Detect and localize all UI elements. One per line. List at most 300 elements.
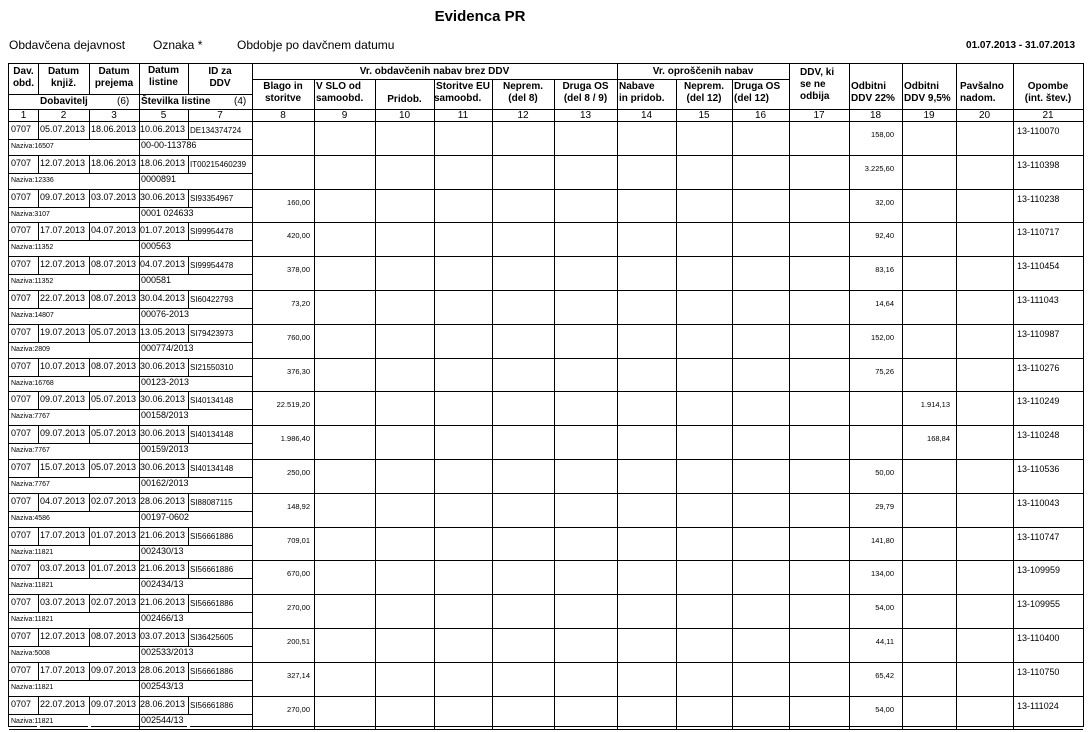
dobavitelj-cell: Naziva:7767 <box>11 481 50 488</box>
cell-merge <box>187 241 190 256</box>
datum-knjiz-cell: 05.07.2013 <box>40 124 86 134</box>
opombe-cell: 13-110747 <box>1017 531 1060 542</box>
column-number: 3 <box>111 109 117 121</box>
header-vslo: V SLO od samoobd. <box>316 81 364 104</box>
column-number: 11 <box>457 109 469 121</box>
datum-knjiz-cell: 17.07.2013 <box>40 529 86 540</box>
header-odbitni-22: Odbitni DDV 22% <box>851 81 895 104</box>
row-subdivider <box>9 274 252 275</box>
datum-prejema-cell: 05.07.2013 <box>91 428 137 439</box>
datum-knjiz-cell: 17.07.2013 <box>40 225 86 236</box>
datum-prejema-cell: 04.07.2013 <box>91 225 137 236</box>
dobavitelj-cell: Naziva:16507 <box>11 143 54 150</box>
header-subdivider <box>9 94 252 95</box>
header-blago: Blago in storitve <box>263 81 303 104</box>
id-ddv-cell: SI56661886 <box>190 565 234 575</box>
cell-merge <box>88 275 91 290</box>
cell-merge <box>88 377 91 392</box>
cell-merge <box>187 275 190 290</box>
datum-prejema-cell: 08.07.2013 <box>91 631 137 641</box>
cell-merge <box>187 579 190 594</box>
column-number: 19 <box>923 109 935 121</box>
opombe-cell: 13-110750 <box>1017 666 1060 677</box>
row-divider <box>9 324 1083 325</box>
datum-listine-cell: 30.06.2013 <box>140 360 186 371</box>
datum-prejema-cell: 03.07.2013 <box>91 191 137 202</box>
dobavitelj-cell: Naziva:11821 <box>11 717 54 725</box>
cell-merge <box>187 546 190 561</box>
cell-merge <box>88 512 91 527</box>
dav-obd-cell: 0707 <box>11 529 32 540</box>
header-neprem-8: Neprem. (del 8) <box>502 81 543 104</box>
column-divider <box>38 64 39 94</box>
dav-obd-cell: 0707 <box>11 293 32 303</box>
odbitni-22-cell: 83,16 <box>875 265 894 275</box>
cell-merge <box>88 647 91 662</box>
id-ddv-cell: SI40134148 <box>190 464 234 473</box>
blago-storitve-cell: 670,00 <box>287 569 310 579</box>
id-ddv-cell: SI99954478 <box>190 261 234 271</box>
dobavitelj-cell: Naziva:5008 <box>11 650 50 657</box>
stevilka-listine-cell: 002544/13 <box>141 714 184 725</box>
id-ddv-cell: SI56661886 <box>190 599 234 609</box>
column-divider <box>375 79 376 729</box>
column-divider <box>956 64 957 729</box>
header-opombe: Opombe (int. štev.) <box>1024 81 1072 104</box>
datum-listine-cell: 10.06.2013 <box>140 124 186 134</box>
number-row-bottom <box>9 121 1083 122</box>
row-subdivider <box>9 240 252 241</box>
datum-listine-cell: 21.06.2013 <box>140 563 186 574</box>
row-divider <box>9 594 1083 595</box>
cell-merge <box>88 343 91 358</box>
datum-knjiz-cell: 22.07.2013 <box>40 698 86 709</box>
header-odbitni-95: Odbitni DDV 9,5% <box>904 81 951 104</box>
datum-knjiz-cell: 22.07.2013 <box>40 293 86 303</box>
id-ddv-cell: SI56661886 <box>190 700 234 710</box>
opombe-cell: 13-110070 <box>1017 126 1060 136</box>
header-ddv-ne-odbija: DDV, ki se ne odbija <box>800 67 835 102</box>
period-range: 01.07.2013 - 31.07.2013 <box>966 40 1075 51</box>
row-divider <box>9 662 1083 663</box>
dobavitelj-cell: Naziva:11352 <box>11 278 54 286</box>
datum-listine-cell: 30.06.2013 <box>140 428 186 439</box>
column-number: 17 <box>813 109 825 121</box>
cell-merge <box>88 546 91 561</box>
blago-storitve-cell: 760,00 <box>287 332 310 342</box>
column-divider <box>314 79 315 729</box>
stevilka-listine-cell: 002430/13 <box>141 545 184 556</box>
dobavitelj-cell: Naziva:7767 <box>11 413 50 421</box>
cell-merge <box>187 715 190 730</box>
dobavitelj-cell: Naziva:3107 <box>11 210 50 218</box>
datum-listine-cell: 30.06.2013 <box>140 462 186 472</box>
cell-merge <box>88 309 91 324</box>
row-subdivider <box>9 207 252 208</box>
row-divider <box>9 560 1083 561</box>
datum-prejema-cell: 18.06.2013 <box>91 157 137 168</box>
row-subdivider <box>9 443 252 444</box>
stevilka-listine-cell: 00123-2013 <box>141 376 190 387</box>
column-divider <box>789 64 790 729</box>
dav-obd-cell: 0707 <box>11 225 32 236</box>
cell-merge <box>88 715 91 730</box>
datum-listine-cell: 04.07.2013 <box>140 259 186 270</box>
blago-storitve-cell: 327,14 <box>287 670 310 680</box>
datum-knjiz-cell: 03.07.2013 <box>40 597 86 608</box>
stevilka-listine-cell: 00159/2013 <box>141 444 189 455</box>
row-subdivider <box>9 342 252 343</box>
odbitni-22-cell: 14,64 <box>875 299 894 308</box>
blago-storitve-cell: 270,00 <box>287 603 310 613</box>
id-ddv-cell: SI21550310 <box>190 362 234 372</box>
cell-merge <box>88 579 91 594</box>
column-divider <box>188 64 189 94</box>
datum-prejema-cell: 08.07.2013 <box>91 293 137 303</box>
datum-prejema-cell: 02.07.2013 <box>91 597 137 608</box>
stevilka-listine-cell: 002466/13 <box>141 613 184 624</box>
header-datum-prejema: Datum prejema <box>94 66 134 89</box>
row-subdivider <box>9 646 252 647</box>
id-ddv-cell: IT00215460239 <box>190 159 247 169</box>
dobavitelj-cell: Naziva:16768 <box>11 379 54 387</box>
datum-listine-cell: 28.06.2013 <box>140 495 186 506</box>
datum-prejema-cell: 05.07.2013 <box>91 326 137 337</box>
datum-knjiz-cell: 09.07.2013 <box>40 428 86 439</box>
column-number: 9 <box>341 109 348 121</box>
column-divider <box>89 64 90 94</box>
datum-knjiz-cell: 15.07.2013 <box>40 462 86 472</box>
row-divider <box>9 527 1083 528</box>
opombe-cell: 13-109959 <box>1017 565 1061 576</box>
row-subdivider <box>9 477 252 478</box>
datum-prejema-cell: 08.07.2013 <box>91 360 137 371</box>
header-nabave: Nabave in pridob. <box>619 81 665 104</box>
stevilka-listine-cell: 000563 <box>141 241 172 252</box>
blago-storitve-cell: 148,92 <box>287 501 310 511</box>
datum-knjiz-cell: 04.07.2013 <box>40 495 86 506</box>
dobavitelj-cell: Naziva:4586 <box>11 514 50 522</box>
number-row-top <box>9 109 1083 110</box>
dav-obd-cell: 0707 <box>11 597 32 608</box>
odbitni-22-cell: 44,11 <box>875 637 894 646</box>
row-divider <box>9 628 1083 629</box>
odbitni-22-cell: 75,26 <box>875 366 894 376</box>
dobavitelj-cell: Naziva:11821 <box>11 548 54 556</box>
datum-prejema-cell: 02.07.2013 <box>91 495 137 506</box>
stevilka-listine-cell: 00158/2013 <box>141 410 189 421</box>
activity-label: Obdavčena dejavnost <box>9 38 126 52</box>
datum-listine-cell: 30.06.2013 <box>140 394 186 405</box>
row-subdivider <box>9 714 252 715</box>
opombe-cell: 13-110536 <box>1017 464 1060 474</box>
datum-prejema-cell: 08.07.2013 <box>91 259 137 270</box>
dav-obd-cell: 0707 <box>11 631 32 641</box>
dav-obd-cell: 0707 <box>11 157 32 168</box>
odbitni-22-cell: 158,00 <box>871 130 894 139</box>
datum-listine-cell: 30.04.2013 <box>140 293 186 303</box>
datum-listine-cell: 18.06.2013 <box>140 157 186 168</box>
odbitni-22-cell: 32,00 <box>875 197 894 207</box>
dobavitelj-cell: Naziva:7767 <box>11 447 50 455</box>
datum-prejema-cell: 09.07.2013 <box>91 698 137 709</box>
column-number: 21 <box>1042 109 1054 121</box>
stevilka-listine-cell: 00-00-113786 <box>141 140 197 150</box>
column-divider <box>252 64 253 729</box>
header-storitve-eu: Storitve EU samoobd. <box>434 81 490 104</box>
cell-merge <box>88 241 91 256</box>
blago-storitve-cell: 1.986,40 <box>280 434 310 444</box>
odbitni-22-cell: 141,80 <box>871 535 894 545</box>
opombe-cell: 13-110454 <box>1017 261 1060 272</box>
header-pridob: Pridob. <box>387 94 422 105</box>
opombe-cell: 13-111024 <box>1017 700 1059 711</box>
datum-prejema-cell: 09.07.2013 <box>91 664 137 675</box>
column-number: 18 <box>869 109 882 121</box>
column-number: 15 <box>698 109 710 121</box>
id-ddv-cell: SI60422793 <box>190 295 234 304</box>
stevilka-listine-cell: 002543/13 <box>141 680 184 691</box>
datum-knjiz-cell: 12.07.2013 <box>40 157 86 168</box>
column-number: 14 <box>640 109 653 121</box>
header-datum-listine: Datum listine <box>147 65 180 88</box>
column-number: 5 <box>160 109 167 121</box>
row-divider <box>9 189 1083 190</box>
header-druga-os-8-9: Druga OS (del 8 / 9) <box>562 81 609 104</box>
opombe-cell: 13-110987 <box>1017 328 1060 339</box>
cell-merge <box>88 444 91 459</box>
column-divider <box>617 64 618 729</box>
header-druga-os-12: Druga OS (del 12) <box>734 81 781 104</box>
datum-knjiz-cell: 03.07.2013 <box>40 563 86 574</box>
blago-storitve-cell: 709,01 <box>287 535 310 545</box>
id-ddv-cell: SI56661886 <box>190 666 234 676</box>
stevilka-listine-cell: 00162/2013 <box>141 478 189 488</box>
column-number: 2 <box>60 109 67 121</box>
header-group-oproscene: Vr. oproščenih nabav <box>652 66 754 77</box>
opombe-cell: 13-110400 <box>1017 633 1060 643</box>
row-divider <box>9 459 1083 460</box>
blago-storitve-cell: 270,00 <box>287 704 310 714</box>
datum-knjiz-cell: 12.07.2013 <box>40 631 86 641</box>
dobavitelj-cell: Naziva:12336 <box>11 176 54 184</box>
opombe-cell: 13-111043 <box>1017 295 1059 305</box>
column-number: 10 <box>398 109 411 121</box>
datum-knjiz-cell: 10.07.2013 <box>40 360 86 371</box>
row-subdivider <box>9 376 252 377</box>
column-number: 20 <box>978 109 991 121</box>
row-divider <box>9 222 1083 223</box>
datum-knjiz-cell: 09.07.2013 <box>40 394 86 405</box>
datum-listine-cell: 01.07.2013 <box>140 225 186 236</box>
id-ddv-cell: SI56661886 <box>190 531 234 541</box>
id-ddv-cell: SI88087115 <box>190 497 233 507</box>
blago-storitve-cell: 73,20 <box>291 299 310 308</box>
datum-listine-cell: 21.06.2013 <box>140 597 186 608</box>
stevilka-listine-cell: 0001 024633 <box>141 207 194 218</box>
row-divider <box>9 391 1083 392</box>
row-subdivider <box>9 578 252 579</box>
cell-merge <box>187 613 190 628</box>
datum-prejema-cell: 01.07.2013 <box>91 529 137 540</box>
dobavitelj-cell: Naziva:2809 <box>11 345 50 353</box>
odbitni-22-cell: 50,00 <box>875 468 894 477</box>
row-divider <box>9 493 1083 494</box>
cell-merge <box>88 410 91 425</box>
blago-storitve-cell: 376,30 <box>287 366 310 376</box>
id-ddv-cell: SI36425605 <box>190 633 234 642</box>
odbitni-22-cell: 3.225,60 <box>864 163 894 173</box>
column-number: 7 <box>217 109 223 121</box>
row-subdivider <box>9 511 252 512</box>
column-number: 12 <box>517 109 529 121</box>
cell-merge <box>88 174 91 189</box>
header-dav: Dav. obd. <box>12 66 35 89</box>
opombe-cell: 13-110276 <box>1017 362 1060 373</box>
blago-storitve-cell: 160,00 <box>287 197 310 207</box>
stevilka-listine-cell: 002434/13 <box>141 579 184 590</box>
datum-listine-cell: 28.06.2013 <box>140 698 186 709</box>
row-subdivider <box>9 139 252 140</box>
column-number: 13 <box>579 109 592 121</box>
row-divider <box>9 256 1083 257</box>
odbitni-22-cell: 134,00 <box>871 569 894 579</box>
id-ddv-cell: SI99954478 <box>190 227 234 237</box>
column-divider <box>554 79 555 729</box>
dav-obd-cell: 0707 <box>11 428 32 439</box>
header-dobavitelj-num: (6) <box>117 96 130 107</box>
row-divider <box>9 290 1083 291</box>
id-ddv-cell: SI40134148 <box>190 396 234 406</box>
group-header-divider <box>252 79 789 80</box>
header-stevilka: Številka listine <box>141 96 211 107</box>
odbitni-22-cell: 29,79 <box>875 501 894 511</box>
cell-merge <box>88 613 91 628</box>
column-divider <box>732 79 733 729</box>
header-datum-knjiz: Datum knjiž. <box>47 66 80 89</box>
opombe-cell: 13-110717 <box>1017 227 1060 238</box>
stevilka-listine-cell: 0000891 <box>141 173 177 184</box>
stevilka-listine-cell: 00076-2013 <box>141 309 190 319</box>
dav-obd-cell: 0707 <box>11 360 32 371</box>
stevilka-listine-cell: 000774/2013 <box>141 342 194 353</box>
dav-obd-cell: 0707 <box>11 664 32 675</box>
row-divider <box>9 425 1083 426</box>
odbitni-95-cell: 168,84 <box>927 434 950 444</box>
row-divider <box>9 155 1083 156</box>
id-ddv-cell: SI79423973 <box>190 328 234 338</box>
cell-merge <box>88 140 91 155</box>
datum-knjiz-cell: 09.07.2013 <box>40 191 86 202</box>
row-subdivider <box>9 680 252 681</box>
column-number: 8 <box>280 109 286 121</box>
period-label: Obdobje po davčnem datumu <box>237 38 395 52</box>
dobavitelj-cell: Naziva:11352 <box>11 244 54 252</box>
dobavitelj-cell: Naziva:11821 <box>11 616 54 624</box>
odbitni-22-cell: 54,00 <box>875 603 894 613</box>
opombe-cell: 13-110249 <box>1017 396 1060 407</box>
datum-knjiz-cell: 12.07.2013 <box>40 259 86 270</box>
row-subdivider <box>9 308 252 309</box>
mark-label: Oznaka * <box>153 38 203 52</box>
dav-obd-cell: 0707 <box>11 124 32 134</box>
datum-knjiz-cell: 17.07.2013 <box>40 664 86 675</box>
row-subdivider <box>9 173 252 174</box>
opombe-cell: 13-110398 <box>1017 159 1060 170</box>
dav-obd-cell: 0707 <box>11 191 32 202</box>
header-pavsalno: Pavšalno nadom. <box>960 81 1004 104</box>
column-divider <box>676 79 677 729</box>
row-subdivider <box>9 409 252 410</box>
opombe-cell: 13-110043 <box>1017 497 1060 508</box>
dav-obd-cell: 0707 <box>11 259 32 270</box>
dav-obd-cell: 0707 <box>11 326 32 337</box>
stevilka-listine-cell: 00197-0602 <box>141 511 190 522</box>
row-divider <box>9 696 1083 697</box>
dav-obd-cell: 0707 <box>11 698 32 709</box>
datum-prejema-cell: 05.07.2013 <box>91 394 137 405</box>
header-group-obdavcene: Vr. obdavčenih nabav brez DDV <box>359 66 510 77</box>
blago-storitve-cell: 22.519,20 <box>276 400 310 410</box>
opombe-cell: 13-110238 <box>1017 193 1060 204</box>
cell-merge <box>187 174 190 189</box>
column-divider <box>902 64 903 729</box>
cell-merge <box>187 681 190 696</box>
dav-obd-cell: 0707 <box>11 462 32 472</box>
header-id-ddv: ID za DDV <box>208 66 232 89</box>
opombe-cell: 13-110248 <box>1017 430 1060 441</box>
datum-listine-cell: 21.06.2013 <box>140 529 186 540</box>
datum-prejema-cell: 18.06.2013 <box>91 124 137 134</box>
blago-storitve-cell: 200,51 <box>287 637 310 646</box>
records-table <box>8 63 1084 727</box>
column-divider <box>492 79 493 729</box>
datum-listine-cell: 28.06.2013 <box>140 664 186 675</box>
row-divider <box>9 358 1083 359</box>
column-number: 1 <box>20 109 27 121</box>
header-neprem-12: Neprem. (del 12) <box>683 81 724 104</box>
blago-storitve-cell: 420,00 <box>287 231 310 241</box>
datum-listine-cell: 13.05.2013 <box>140 326 186 337</box>
cell-merge <box>88 478 91 493</box>
header-stevilka-num: (4) <box>234 96 247 107</box>
id-ddv-cell: SI93354967 <box>190 193 234 203</box>
dobavitelj-cell: Naziva:14807 <box>11 312 54 319</box>
column-number: 16 <box>754 109 767 121</box>
column-divider <box>434 79 435 729</box>
report-title: Evidenca PR <box>434 8 526 25</box>
odbitni-22-cell: 54,00 <box>875 704 894 714</box>
dobavitelj-cell: Naziva:11821 <box>11 683 54 691</box>
column-divider <box>1013 64 1014 729</box>
datum-listine-cell: 03.07.2013 <box>140 631 186 641</box>
dobavitelj-cell: Naziva:11821 <box>11 582 54 590</box>
datum-knjiz-cell: 19.07.2013 <box>40 326 86 337</box>
datum-listine-cell: 30.06.2013 <box>140 191 186 202</box>
dav-obd-cell: 0707 <box>11 394 32 405</box>
blago-storitve-cell: 250,00 <box>287 468 310 477</box>
odbitni-22-cell: 92,40 <box>875 231 894 241</box>
blago-storitve-cell: 378,00 <box>287 265 310 275</box>
datum-prejema-cell: 05.07.2013 <box>91 462 137 472</box>
header-dobavitelj: Dobavitelj <box>40 96 88 107</box>
stevilka-listine-cell: 000581 <box>141 275 172 286</box>
table-bottom-line <box>9 729 1083 730</box>
odbitni-95-cell: 1.914,13 <box>920 400 950 410</box>
dav-obd-cell: 0707 <box>11 563 32 574</box>
dav-obd-cell: 0707 <box>11 495 32 506</box>
row-subdivider <box>9 545 252 546</box>
